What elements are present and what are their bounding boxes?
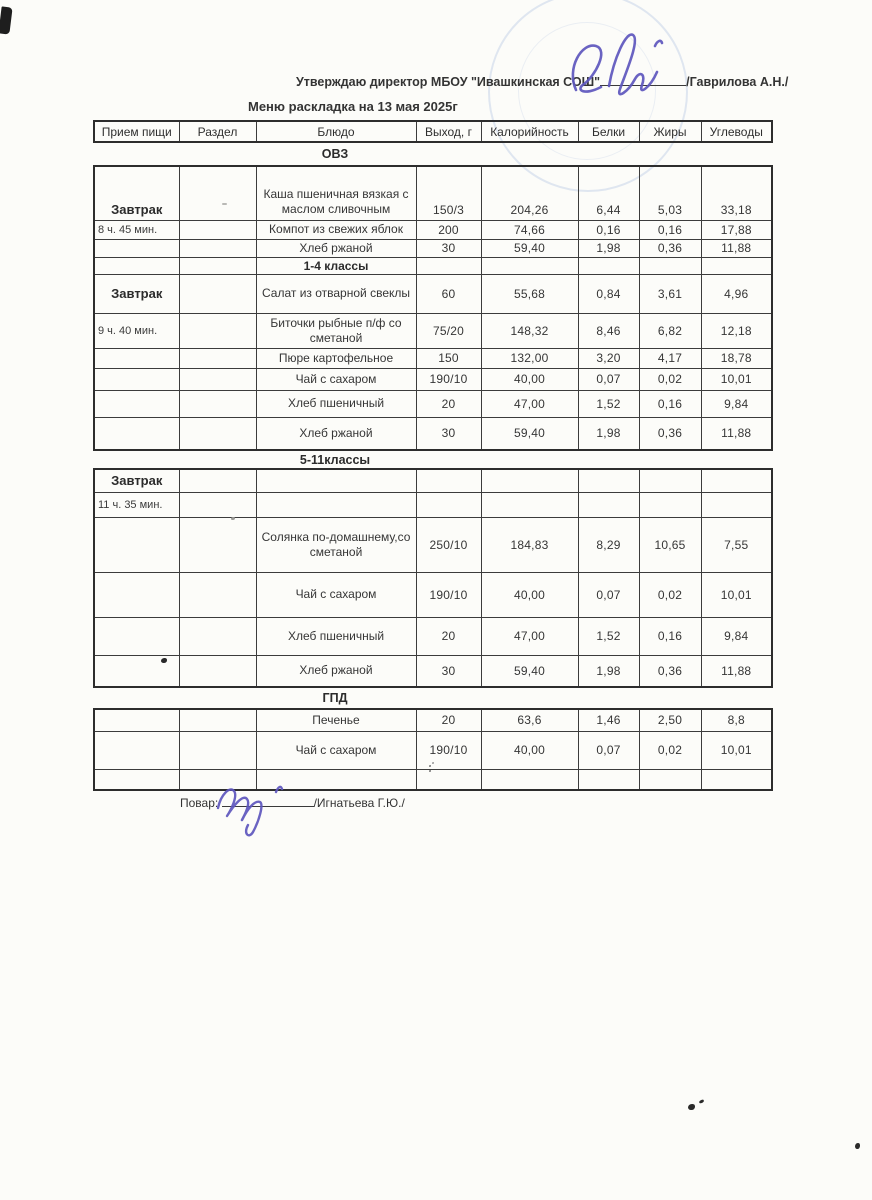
carbs-cell	[701, 469, 772, 492]
table-row	[94, 492, 772, 517]
section-cell	[179, 313, 256, 348]
fat-cell	[639, 769, 701, 790]
carbs-cell: 9,84	[701, 390, 772, 417]
meal-cell	[94, 368, 179, 390]
protein-cell: 1,98	[578, 417, 639, 450]
calories-cell: 63,6	[481, 709, 578, 731]
carbs-cell: 33,18	[701, 166, 772, 220]
protein-cell: 0,07	[578, 368, 639, 390]
output-cell: 150	[416, 348, 481, 368]
meal-cell	[94, 617, 179, 655]
table-row	[94, 617, 772, 655]
section-cell	[179, 655, 256, 687]
output-cell	[416, 469, 481, 492]
fat-cell: 6,82	[639, 313, 701, 348]
protein-cell: 1,98	[578, 655, 639, 687]
meal-cell: 8 ч. 45 мин.	[94, 220, 179, 239]
dish-cell: Хлеб пшеничный	[256, 390, 416, 417]
section-cell	[179, 368, 256, 390]
protein-cell: 1,46	[578, 709, 639, 731]
col-header-output: Выход, г	[416, 121, 481, 142]
output-cell: 150/3	[416, 166, 481, 220]
protein-cell	[578, 769, 639, 790]
calories-cell: 47,00	[481, 617, 578, 655]
output-cell	[416, 492, 481, 517]
dish-cell: Компот из свежих яблок	[256, 220, 416, 239]
table-row	[94, 469, 772, 492]
section-cell	[179, 239, 256, 257]
col-header-fat: Жиры	[639, 121, 701, 142]
meal-cell	[94, 390, 179, 417]
section-cell	[179, 257, 256, 274]
dish-cell: Хлеб ржаной	[256, 239, 416, 257]
carbs-cell: 8,8	[701, 709, 772, 731]
col-header-section: Раздел	[179, 121, 256, 142]
protein-cell	[578, 257, 639, 274]
meal-cell: 11 ч. 35 мин.	[94, 492, 179, 517]
scan-speck	[222, 203, 227, 205]
cook-name: /Игнатьева Г.Ю./	[313, 796, 405, 810]
protein-cell: 0,84	[578, 274, 639, 313]
output-cell: 30	[416, 417, 481, 450]
table-row	[94, 390, 772, 417]
carbs-cell: 10,01	[701, 731, 772, 769]
dish-cell: Чай с сахаром	[256, 572, 416, 617]
output-cell: 190/10	[416, 572, 481, 617]
fat-cell: 0,36	[639, 239, 701, 257]
calories-cell: 204,26	[481, 166, 578, 220]
carbs-cell: 10,01	[701, 368, 772, 390]
fat-cell: 3,61	[639, 274, 701, 313]
calories-cell	[481, 769, 578, 790]
menu-block-gpd	[93, 708, 773, 791]
table-row	[94, 220, 772, 239]
table-row	[94, 731, 772, 769]
cook-line	[180, 795, 405, 810]
dish-cell: Хлеб ржаной	[256, 655, 416, 687]
scan-smudge	[0, 6, 13, 34]
output-cell: 190/10	[416, 368, 481, 390]
section-cell	[179, 274, 256, 313]
dish-cell: Печенье	[256, 709, 416, 731]
meal-cell	[94, 572, 179, 617]
director-name: /Гаврилова А.Н./	[686, 75, 789, 89]
fat-cell	[639, 492, 701, 517]
menu-block-ovz	[93, 165, 773, 451]
table-row	[94, 769, 772, 790]
dish-cell: Каша пшеничная вязкая с маслом сливочным	[256, 166, 416, 220]
meal-cell	[94, 769, 179, 790]
section-separator-row	[94, 257, 772, 274]
dish-cell	[256, 769, 416, 790]
protein-cell: 3,20	[578, 348, 639, 368]
carbs-cell: 9,84	[701, 617, 772, 655]
menu-header-table	[93, 120, 773, 143]
scan-speck	[429, 765, 431, 767]
protein-cell: 0,16	[578, 220, 639, 239]
fat-cell: 0,16	[639, 220, 701, 239]
fat-cell	[639, 469, 701, 492]
calories-cell: 59,40	[481, 655, 578, 687]
fat-cell: 5,03	[639, 166, 701, 220]
dish-cell: Салат из отварной свеклы	[256, 274, 416, 313]
output-cell: 30	[416, 239, 481, 257]
section-cell	[179, 417, 256, 450]
approval-text: Утверждаю директор МБОУ "Ивашкинская СОШ"	[296, 75, 601, 89]
calories-cell: 59,40	[481, 239, 578, 257]
menu-block-grades-5-11	[93, 468, 773, 688]
section-cell	[179, 709, 256, 731]
protein-cell: 6,44	[578, 166, 639, 220]
carbs-cell: 18,78	[701, 348, 772, 368]
col-header-carbs: Углеводы	[701, 121, 772, 142]
fat-cell: 0,02	[639, 731, 701, 769]
table-row	[94, 274, 772, 313]
carbs-cell: 11,88	[701, 417, 772, 450]
fat-cell: 0,02	[639, 368, 701, 390]
output-cell: 250/10	[416, 517, 481, 572]
protein-cell: 0,07	[578, 731, 639, 769]
calories-cell: 59,40	[481, 417, 578, 450]
dish-cell: Хлеб пшеничный	[256, 617, 416, 655]
output-cell: 30	[416, 655, 481, 687]
meal-cell	[94, 517, 179, 572]
protein-cell: 0,07	[578, 572, 639, 617]
meal-cell: 9 ч. 40 мин.	[94, 313, 179, 348]
protein-cell	[578, 492, 639, 517]
output-cell: 20	[416, 709, 481, 731]
section-cell	[179, 469, 256, 492]
section-label-ovz: ОВЗ	[321, 147, 349, 161]
calories-cell: 132,00	[481, 348, 578, 368]
calories-cell: 40,00	[481, 572, 578, 617]
scan-speck	[855, 1143, 860, 1149]
meal-cell	[94, 348, 179, 368]
director-signature-line	[600, 74, 686, 86]
carbs-cell: 11,88	[701, 239, 772, 257]
dish-cell	[256, 469, 416, 492]
carbs-cell: 10,01	[701, 572, 772, 617]
section-label-grades-5-11: 5-11классы	[299, 452, 371, 467]
table-row	[94, 417, 772, 450]
carbs-cell: 11,88	[701, 655, 772, 687]
table-row	[94, 572, 772, 617]
meal-cell: Завтрак	[94, 469, 179, 492]
carbs-cell	[701, 492, 772, 517]
output-cell: 60	[416, 274, 481, 313]
output-cell: 200	[416, 220, 481, 239]
calories-cell	[481, 257, 578, 274]
calories-cell: 74,66	[481, 220, 578, 239]
fat-cell: 0,02	[639, 572, 701, 617]
meal-cell	[94, 417, 179, 450]
col-header-protein: Белки	[578, 121, 639, 142]
section-cell	[179, 731, 256, 769]
carbs-cell: 7,55	[701, 517, 772, 572]
meal-cell	[94, 709, 179, 731]
document-title: Меню раскладка на 13 мая 2025г	[248, 99, 458, 114]
section-label-gpd: ГПД	[322, 691, 348, 705]
table-row	[94, 239, 772, 257]
fat-cell: 0,36	[639, 417, 701, 450]
dish-cell	[256, 492, 416, 517]
section-cell	[179, 617, 256, 655]
calories-cell	[481, 492, 578, 517]
dish-cell: Солянка по-домашнему,со сметаной	[256, 517, 416, 572]
table-row	[94, 709, 772, 731]
fat-cell: 0,16	[639, 617, 701, 655]
protein-cell: 1,52	[578, 617, 639, 655]
carbs-cell: 12,18	[701, 313, 772, 348]
section-cell	[179, 492, 256, 517]
section-cell	[179, 390, 256, 417]
scan-speck	[699, 1099, 705, 1104]
fat-cell	[639, 257, 701, 274]
table-row	[94, 655, 772, 687]
calories-cell: 40,00	[481, 368, 578, 390]
fat-cell: 0,16	[639, 390, 701, 417]
dish-cell: Хлеб ржаной	[256, 417, 416, 450]
fat-cell: 0,36	[639, 655, 701, 687]
section-cell	[179, 220, 256, 239]
output-cell	[416, 257, 481, 274]
carbs-cell: 4,96	[701, 274, 772, 313]
meal-cell	[94, 239, 179, 257]
dish-cell: Биточки рыбные п/ф со сметаной	[256, 313, 416, 348]
calories-cell: 40,00	[481, 731, 578, 769]
col-header-calories: Калорийность	[481, 121, 578, 142]
carbs-cell	[701, 257, 772, 274]
calories-cell: 47,00	[481, 390, 578, 417]
fat-cell: 4,17	[639, 348, 701, 368]
cook-signature-line	[222, 795, 314, 807]
section-cell	[179, 517, 256, 572]
table-row	[94, 166, 772, 220]
table-row	[94, 368, 772, 390]
section-cell	[179, 769, 256, 790]
meal-cell: Завтрак	[94, 274, 179, 313]
calories-cell: 55,68	[481, 274, 578, 313]
approval-line	[296, 74, 788, 89]
table-row	[94, 517, 772, 572]
menu-tables	[93, 120, 771, 791]
protein-cell: 8,29	[578, 517, 639, 572]
column-header-row	[94, 121, 772, 142]
output-cell	[416, 769, 481, 790]
cook-label: Повар:	[180, 796, 219, 810]
calories-cell	[481, 469, 578, 492]
meal-cell	[94, 731, 179, 769]
output-cell: 20	[416, 617, 481, 655]
calories-cell: 148,32	[481, 313, 578, 348]
section-cell	[179, 166, 256, 220]
director-signature-icon	[556, 26, 678, 112]
dish-cell: Пюре картофельное	[256, 348, 416, 368]
table-row	[94, 313, 772, 348]
col-header-meal: Прием пищи	[94, 121, 179, 142]
protein-cell	[578, 469, 639, 492]
section-title-cell: 1-4 классы	[256, 257, 416, 274]
output-cell: 20	[416, 390, 481, 417]
col-header-dish: Блюдо	[256, 121, 416, 142]
carbs-cell	[701, 769, 772, 790]
scan-speck	[688, 1104, 695, 1110]
fat-cell: 2,50	[639, 709, 701, 731]
dish-cell: Чай с сахаром	[256, 368, 416, 390]
output-cell: 190/10	[416, 731, 481, 769]
section-cell	[179, 572, 256, 617]
meal-cell	[94, 257, 179, 274]
table-row	[94, 348, 772, 368]
section-cell	[179, 348, 256, 368]
calories-cell: 184,83	[481, 517, 578, 572]
protein-cell: 1,98	[578, 239, 639, 257]
protein-cell: 1,52	[578, 390, 639, 417]
fat-cell: 10,65	[639, 517, 701, 572]
output-cell: 75/20	[416, 313, 481, 348]
dish-cell: Чай с сахаром	[256, 731, 416, 769]
meal-cell: Завтрак	[94, 166, 179, 220]
carbs-cell: 17,88	[701, 220, 772, 239]
protein-cell: 8,46	[578, 313, 639, 348]
